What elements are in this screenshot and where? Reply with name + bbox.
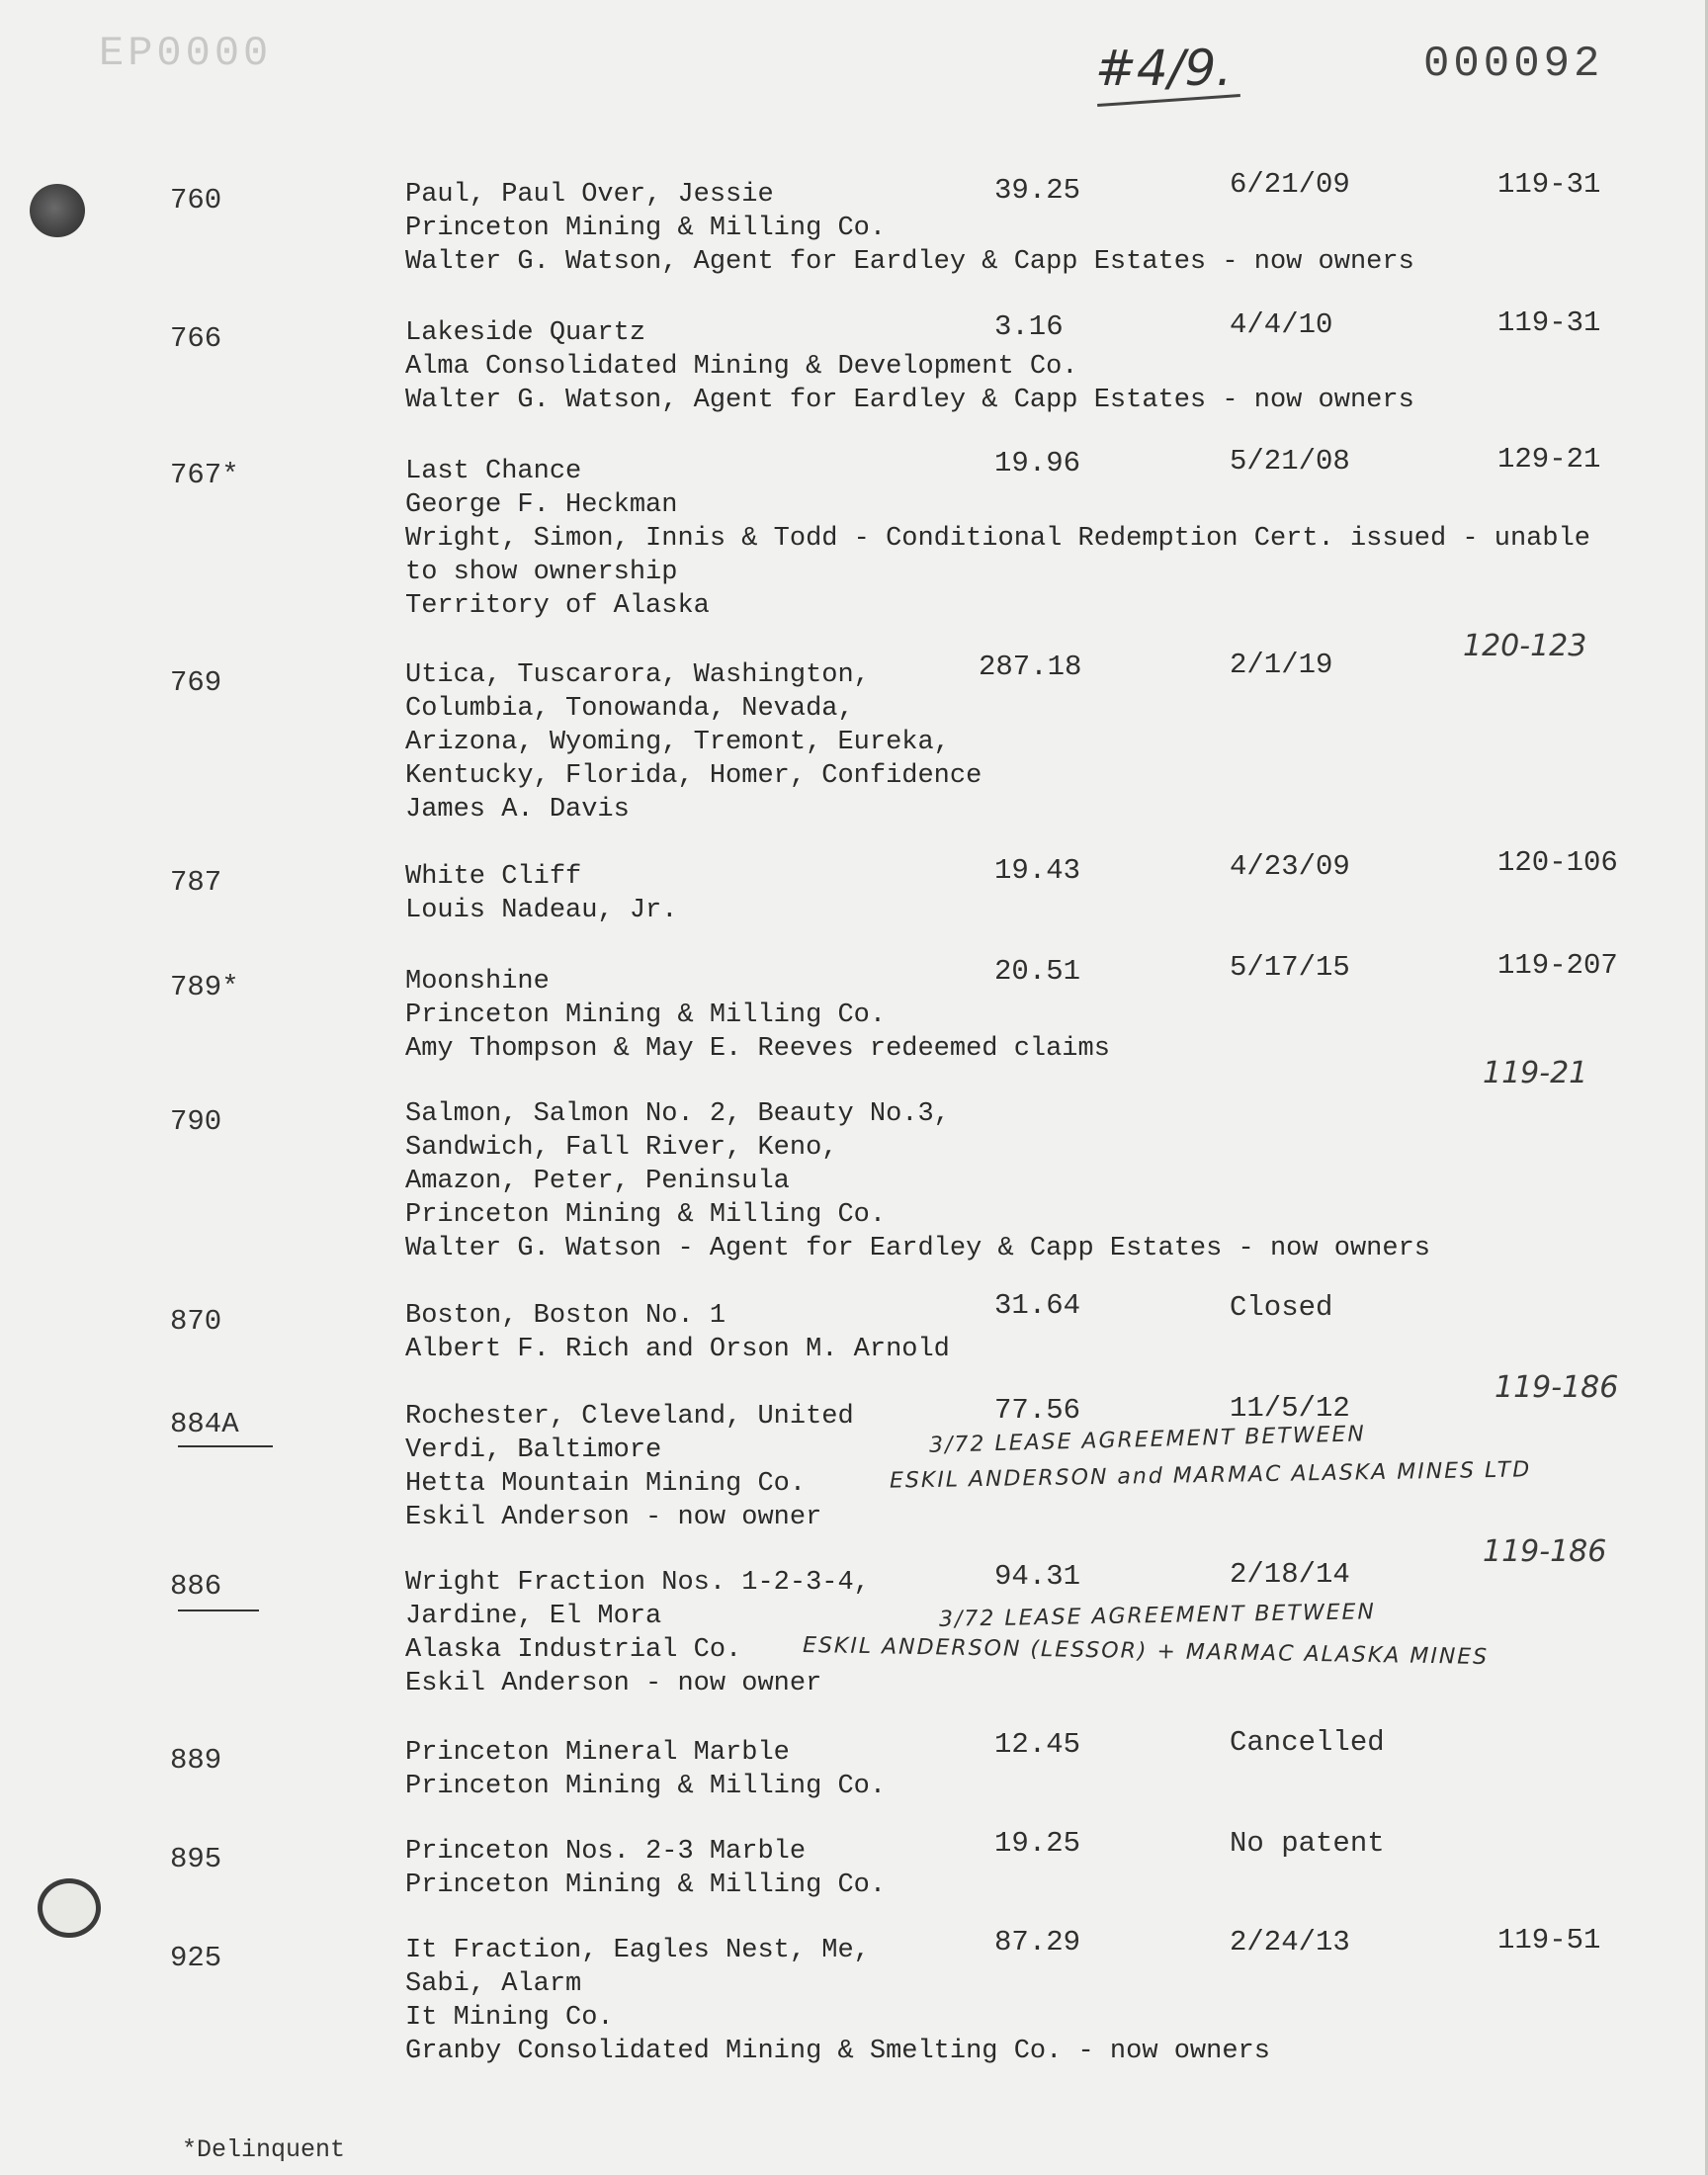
record-line: Princeton Mineral Marble: [405, 1738, 790, 1768]
record-number: 789*: [170, 971, 239, 1003]
record-date: 4/4/10: [1230, 308, 1333, 341]
record-number: 766: [170, 322, 222, 355]
record-reference: 119-31: [1497, 168, 1601, 201]
record-number: 769: [170, 666, 222, 699]
record-number: 889: [170, 1744, 222, 1777]
record-date: 5/21/08: [1230, 445, 1350, 478]
record-line: Alma Consolidated Mining & Development Co.: [405, 352, 1078, 382]
record-line: Wright Fraction Nos. 1-2-3-4,: [405, 1568, 870, 1598]
page-number-stamp: 000092: [1423, 40, 1604, 89]
record-description: [405, 1400, 854, 1534]
record-acreage: 3.16: [994, 310, 1064, 343]
record-line: Columbia, Tonowanda, Nevada,: [405, 694, 854, 724]
record-line: Albert F. Rich and Orson M. Arnold: [405, 1335, 950, 1364]
record-line: Walter G. Watson, Agent for Eardley & Capp Estates - now owners: [405, 386, 1414, 415]
handwritten-lease-note: 3/72 LEASE AGREEMENT BETWEEN: [928, 1422, 1367, 1458]
record-date: 6/21/09: [1230, 168, 1350, 201]
record-acreage: 287.18: [979, 651, 1082, 683]
record-acreage: 20.51: [994, 955, 1081, 988]
record-description: [405, 1934, 1270, 2068]
record-line: White Cliff: [405, 862, 582, 892]
record-line: Amy Thompson & May E. Reeves redeemed claims: [405, 1034, 1110, 1064]
record-description: [405, 658, 982, 826]
record-acreage: 77.56: [994, 1394, 1081, 1427]
record-line: Princeton Mining & Milling Co.: [405, 1870, 887, 1900]
handwritten-lease-note: ESKIL ANDERSON and MARMAC ALASKA MINES LTD: [889, 1457, 1532, 1494]
record-line: Princeton Mining & Milling Co.: [405, 1000, 887, 1030]
record-description: [405, 455, 1590, 623]
record-line: Arizona, Wyoming, Tremont, Eureka,: [405, 728, 950, 757]
handwritten-lease-note: 3/72 LEASE AGREEMENT BETWEEN: [938, 1600, 1377, 1632]
record-date: 4/23/09: [1230, 850, 1350, 883]
handwritten-lease-note: ESKIL ANDERSON (LESSOR) + MARMAC ALASKA MINES: [802, 1632, 1490, 1671]
record-line: Salmon, Salmon No. 2, Beauty No.3,: [405, 1099, 950, 1129]
record-line: Walter G. Watson - Agent for Eardley & Capp Estates - now owners: [405, 1234, 1430, 1263]
handwritten-reference: 119-186: [1483, 1534, 1607, 1569]
record-date: 2/1/19: [1230, 649, 1333, 681]
record-line: Princeton Mining & Milling Co.: [405, 1772, 887, 1801]
record-description: [405, 1566, 870, 1700]
record-reference: 119-31: [1497, 306, 1601, 339]
record-acreage: 19.96: [994, 447, 1081, 479]
handwritten-reference: 120-123: [1463, 629, 1587, 663]
record-number: 760: [170, 184, 222, 217]
record-acreage: 39.25: [994, 174, 1081, 207]
record-line: Utica, Tuscarora, Washington,: [405, 660, 870, 690]
record-line: Princeton Mining & Milling Co.: [405, 1200, 887, 1230]
record-number-underline: [178, 1445, 273, 1447]
record-acreage: 94.31: [994, 1560, 1081, 1593]
record-date: 11/5/12: [1230, 1392, 1350, 1425]
record-line: Sabi, Alarm: [405, 1969, 582, 1999]
record-number: 925: [170, 1942, 222, 1974]
record-line: It Fraction, Eagles Nest, Me,: [405, 1936, 870, 1965]
record-number: 870: [170, 1305, 222, 1338]
record-acreage: 31.64: [994, 1289, 1081, 1322]
record-description: [405, 860, 677, 927]
record-line: Wright, Simon, Innis & Todd - Conditional Redemption Cert. issued - unable: [405, 524, 1590, 554]
record-line: Amazon, Peter, Peninsula: [405, 1167, 790, 1196]
record-line: Princeton Nos. 2-3 Marble: [405, 1837, 807, 1867]
record-date: 2/18/14: [1230, 1558, 1350, 1591]
record-number: 886: [170, 1570, 222, 1603]
faint-stamp: EP0000: [99, 30, 273, 77]
record-date: Closed: [1230, 1291, 1333, 1324]
record-line: Sandwich, Fall River, Keno,: [405, 1133, 838, 1163]
record-number-underline: [178, 1610, 259, 1611]
record-date: 2/24/13: [1230, 1926, 1350, 1958]
punch-hole-ring-icon: [38, 1878, 101, 1938]
record-line: Last Chance: [405, 457, 582, 486]
record-line: Territory of Alaska: [405, 591, 710, 621]
record-number: 895: [170, 1843, 222, 1875]
record-number: 884A: [170, 1408, 239, 1440]
record-line: George F. Heckman: [405, 490, 678, 520]
record-reference: 119-207: [1497, 949, 1618, 982]
punch-hole-icon: [30, 184, 85, 237]
record-line: Princeton Mining & Milling Co.: [405, 214, 887, 243]
handwritten-page-ref: #4/9.: [1095, 40, 1233, 97]
record-line: Jardine, El Mora: [405, 1602, 662, 1631]
record-line: Louis Nadeau, Jr.: [405, 896, 678, 925]
record-line: Lakeside Quartz: [405, 318, 646, 348]
record-line: Eskil Anderson - now owner: [405, 1503, 822, 1532]
record-reference: 129-21: [1497, 443, 1601, 476]
record-acreage: 12.45: [994, 1728, 1081, 1761]
record-date: Cancelled: [1230, 1726, 1385, 1759]
delinquent-footnote: *Delinquent: [182, 2135, 346, 2164]
record-description: [405, 1835, 886, 1902]
record-reference: 119-51: [1497, 1924, 1601, 1957]
handwritten-reference: 119-186: [1494, 1370, 1619, 1405]
record-description: [405, 1736, 886, 1803]
handwritten-reference: 119-21: [1483, 1056, 1588, 1090]
record-line: James A. Davis: [405, 795, 630, 825]
record-line: Verdi, Baltimore: [405, 1436, 662, 1465]
record-line: Boston, Boston No. 1: [405, 1301, 726, 1331]
record-line: Eskil Anderson - now owner: [405, 1669, 822, 1698]
record-date: 5/17/15: [1230, 951, 1350, 984]
record-line: Paul, Paul Over, Jessie: [405, 180, 774, 210]
record-line: Hetta Mountain Mining Co.: [405, 1469, 807, 1499]
record-line: Moonshine: [405, 967, 550, 997]
record-number: 787: [170, 866, 222, 899]
record-line: Rochester, Cleveland, United: [405, 1402, 854, 1432]
record-description: [405, 1097, 1430, 1265]
record-line: Alaska Industrial Co.: [405, 1635, 742, 1665]
record-line: Granby Consolidated Mining & Smelting Co. - now owners: [405, 2037, 1270, 2066]
record-acreage: 87.29: [994, 1926, 1081, 1958]
record-line: Kentucky, Florida, Homer, Confidence: [405, 761, 982, 791]
record-line: It Mining Co.: [405, 2003, 614, 2033]
record-number: 790: [170, 1105, 222, 1138]
record-line: to show ownership: [405, 558, 678, 587]
record-number: 767*: [170, 459, 239, 491]
record-description: [405, 1299, 950, 1366]
record-reference: 120-106: [1497, 846, 1618, 879]
record-acreage: 19.43: [994, 854, 1081, 887]
record-date: No patent: [1230, 1827, 1385, 1860]
record-acreage: 19.25: [994, 1827, 1081, 1860]
record-line: Walter G. Watson, Agent for Eardley & Capp Estates - now owners: [405, 247, 1414, 277]
